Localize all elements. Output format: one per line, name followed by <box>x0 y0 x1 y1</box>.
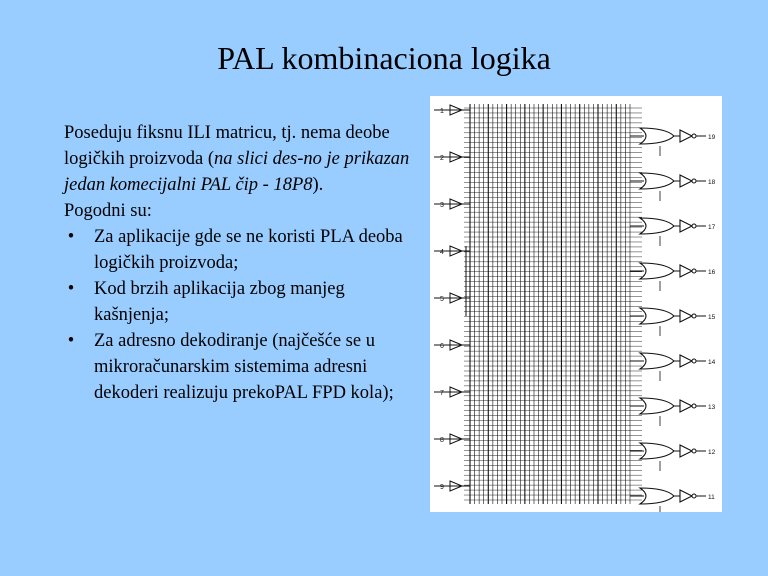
output-buffer-icon <box>680 265 692 277</box>
input-pin-label: 1 <box>440 108 444 115</box>
output-pin-label: 18 <box>708 179 716 186</box>
output-inversion-bubble <box>692 224 696 228</box>
bullet-item <box>64 224 420 276</box>
input-pin-label: 9 <box>440 484 444 491</box>
input-pin-label: 8 <box>440 437 444 444</box>
bullet-text: Kod brzih aplikacija zbog manjeg kašnjenja; <box>94 279 345 325</box>
output-buffer-icon <box>680 220 692 232</box>
input-pin-label: 5 <box>440 296 444 303</box>
output-inversion-bubble <box>692 269 696 273</box>
or-gate-icon <box>640 308 674 324</box>
bullet-text: Za adresno dekodiranje (najčešće se u mikroračunarskim sistemima adresni dekoderi realizuju prekoPAL FPD kola); <box>94 331 394 403</box>
intro-text: Poseduju fiksnu ILI matricu, tj. nema deobe logičkih proizvoda ( <box>64 123 390 169</box>
pogodni-su-label: Pogodni su: <box>64 201 152 221</box>
or-gate-icon <box>640 488 674 504</box>
output-buffer-icon <box>680 355 692 367</box>
input-pin-label: 6 <box>440 343 444 350</box>
output-buffer-icon <box>680 400 692 412</box>
input-pin-label: 2 <box>440 155 444 162</box>
output-inversion-bubble <box>692 134 696 138</box>
or-gate-icon <box>640 398 674 414</box>
pal-18p8-schematic <box>430 96 722 512</box>
output-pin-label: 14 <box>708 359 716 366</box>
output-buffer-icon <box>680 175 692 187</box>
input-pin-label: 7 <box>440 390 444 397</box>
output-pin-label: 16 <box>708 269 716 276</box>
output-inversion-bubble <box>692 449 696 453</box>
input-pin-label: 4 <box>440 249 444 256</box>
bullet-text: Za aplikacije gde se ne koristi PLA deoba logičkih proizvoda; <box>94 227 403 273</box>
or-gate-icon <box>640 263 674 279</box>
output-pin-label: 15 <box>708 314 716 321</box>
or-gate-icon <box>640 128 674 144</box>
intro-text-end: ). <box>312 175 324 195</box>
bullet-item <box>64 276 420 328</box>
bullet-icon: • <box>67 279 75 299</box>
schematic-diagram <box>430 96 722 512</box>
input-pin-label: 3 <box>440 202 444 209</box>
slide-body <box>64 120 420 406</box>
output-buffer-icon <box>680 445 692 457</box>
output-buffer-icon <box>680 310 692 322</box>
or-gate-icon <box>640 443 674 459</box>
output-inversion-bubble <box>692 404 696 408</box>
or-gate-icon <box>640 353 674 369</box>
intro-paragraph <box>64 120 420 198</box>
output-pin-label: 11 <box>708 494 715 501</box>
output-buffer-icon <box>680 130 692 142</box>
bullet-icon: • <box>67 227 75 247</box>
bullet-item <box>64 328 420 406</box>
output-pin-label: 12 <box>708 449 716 456</box>
or-gate-icon <box>640 173 674 189</box>
slide-title: PAL kombinaciona logika <box>217 40 551 76</box>
output-pin-label: 13 <box>708 404 716 411</box>
output-inversion-bubble <box>692 494 696 498</box>
output-buffer-icon <box>680 490 692 502</box>
output-pin-label: 17 <box>708 224 716 231</box>
output-inversion-bubble <box>692 359 696 363</box>
bullet-icon: • <box>67 331 75 351</box>
or-gate-icon <box>640 218 674 234</box>
output-pin-label: 19 <box>708 134 716 141</box>
output-inversion-bubble <box>692 179 696 183</box>
intro-italic-text: na slici des-no je prikazan jedan komecijalni PAL čip - 18P8 <box>64 149 410 195</box>
bullet-list <box>64 224 420 406</box>
output-inversion-bubble <box>692 314 696 318</box>
